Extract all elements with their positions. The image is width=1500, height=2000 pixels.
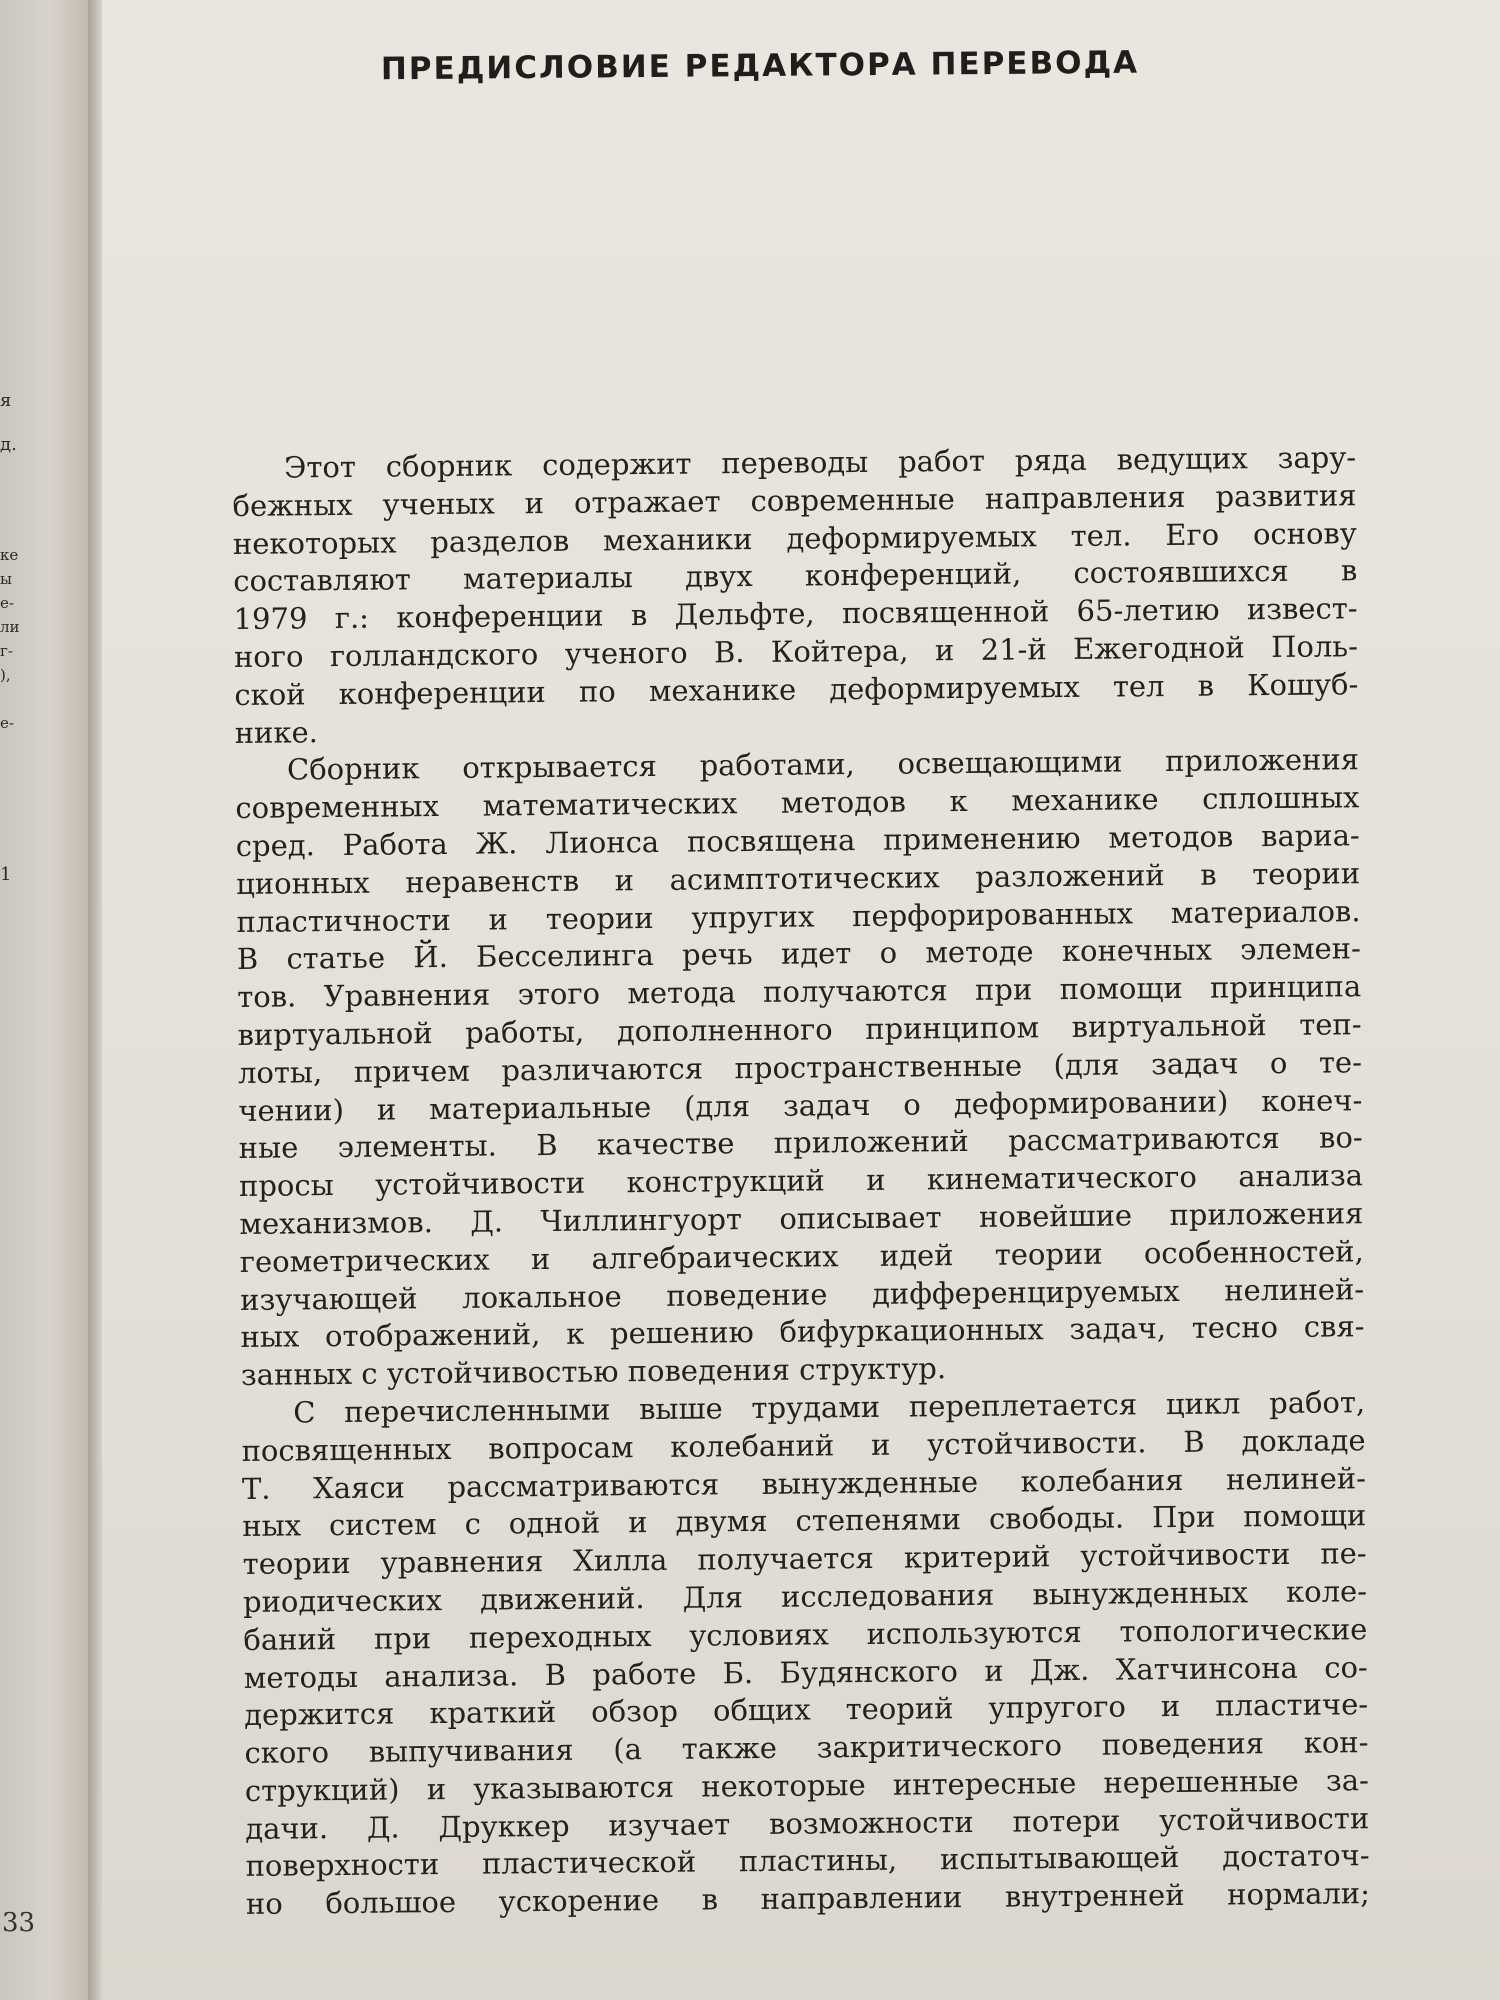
text-line: современных математических методов к механике сплошных [235, 780, 1360, 826]
text-line: сред. Работа Ж. Лионса посвящена применению методов вариа- [235, 818, 1360, 863]
adjacent-page-fragment: е- [0, 714, 14, 732]
text-line: некоторых разделов механики деформируемых тел. Его основу [232, 515, 1358, 561]
text-line: Сборник открывается работами, освещающими приложения [286, 742, 1360, 787]
text-line: изучающей локальное поведение дифференцируемых нелиней- [239, 1271, 1365, 1317]
text-line: поверхности пластической пластины, испытывающей достаточ- [245, 1838, 1370, 1884]
adjacent-page-fragment: ), [0, 666, 11, 684]
text-line: Этот сборник содержит переводы работ ряда ведущих зару- [284, 440, 1357, 485]
text-line: пластичности и теории упругих перфорированных материалов. [236, 893, 1361, 939]
text-line: лоты, причем различаются пространственные (для задач о те- [237, 1044, 1363, 1090]
text-line: дачи. Д. Друккер изучает возможности потери устойчивости [245, 1800, 1370, 1846]
body-text [232, 439, 1370, 1924]
adjacent-page-fragment: ке [0, 546, 19, 564]
text-line: С перечисленными выше трудами переплетается цикл работ, [293, 1385, 1366, 1430]
text-line: ного голландского ученого В. Койтера, и 21-й Ежегодной Поль- [233, 629, 1359, 674]
text-line: чении) и материальные (для задач о деформировании) конеч- [238, 1082, 1363, 1128]
paragraph-3 [241, 1384, 1370, 1924]
text-line: посвященных вопросам колебаний и устойчивости. В докладе [241, 1422, 1366, 1468]
text-line: Т. Хаяси рассматриваются вынужденные колебания нелиней- [241, 1460, 1367, 1506]
text-line: но большое ускорение в направлении внутренней нормали; [245, 1876, 1371, 1922]
adjacent-page-fragment: ли [0, 618, 20, 636]
adjacent-page-fragment: г- [0, 642, 13, 660]
text-line: методы анализа. В работе Б. Будянского и Дж. Хатчинсона со- [243, 1649, 1368, 1695]
adjacent-page-edge [0, 0, 92, 2000]
adjacent-page-fragment: я [0, 390, 12, 411]
paragraph-2 [235, 742, 1365, 1395]
text-line: ные элементы. В качестве приложений рассматриваются во- [238, 1120, 1363, 1166]
text-line: геометрических и алгебраических идей теории особенностей, [239, 1233, 1364, 1279]
text-line: 1979 г.: конференции в Дельфте, посвященной 65-летию извест- [233, 591, 1358, 637]
text-line: ных систем с одной и двумя степенями свободы. При помощи [242, 1498, 1367, 1544]
book-gutter [88, 0, 102, 2000]
paragraph-1 [232, 439, 1359, 752]
adjacent-page-number: 33 [2, 1908, 36, 1938]
text-line: ных отображений, к решению бифуркационных задач, тесно свя- [240, 1309, 1365, 1355]
text-line: механизмов. Д. Чиллингуорт описывает новейшие приложения [239, 1196, 1364, 1241]
text-line: держится краткий обзор общих теорий упругого и пластиче- [243, 1687, 1369, 1733]
text-line: риодических движений. Для исследования вынужденных коле- [242, 1574, 1368, 1619]
text-line: просы устойчивости конструкций и кинематического анализа [238, 1158, 1364, 1204]
text-line: виртуальной работы, дополненного принципом виртуальной теп- [237, 1007, 1362, 1052]
text-line: тов. Уравнения этого метода получаются при помощи принципа [237, 969, 1362, 1015]
adjacent-page-fragment: д. [0, 434, 17, 455]
text-line: струкций) и указываются некоторые интересные нерешенные за- [244, 1763, 1369, 1808]
text-line: ской конференции по механике деформируемых тел в Кошуб- [234, 666, 1359, 712]
text-line: теории уравнения Хилла получается критерий устойчивости пе- [242, 1536, 1367, 1582]
adjacent-page-fragment: 1 [0, 864, 12, 885]
text-line: баний при переходных условиях используются топологические [243, 1611, 1368, 1657]
text-line: В статье Й. Бесселинга речь идет о методе конечных элемен- [236, 931, 1362, 977]
text-line: составляют материалы двух конференций, состоявшихся в [233, 553, 1358, 599]
text-line: нике. [234, 714, 319, 750]
text-line: занных с устойчивостью поведения структур. [240, 1351, 947, 1393]
adjacent-page-fragment: е- [0, 594, 14, 612]
text-line: ционных неравенств и асимптотических разложений в теории [236, 855, 1361, 901]
text-line: ского выпучивания (а также закритического поведения кон- [244, 1725, 1369, 1771]
page-title: ПРЕДИСЛОВИЕ РЕДАКТОРА ПЕРЕВОДА [380, 44, 1140, 88]
adjacent-page-fragment: ы [0, 570, 12, 588]
text-line: бежных ученых и отражает современные направления развития [232, 478, 1357, 523]
